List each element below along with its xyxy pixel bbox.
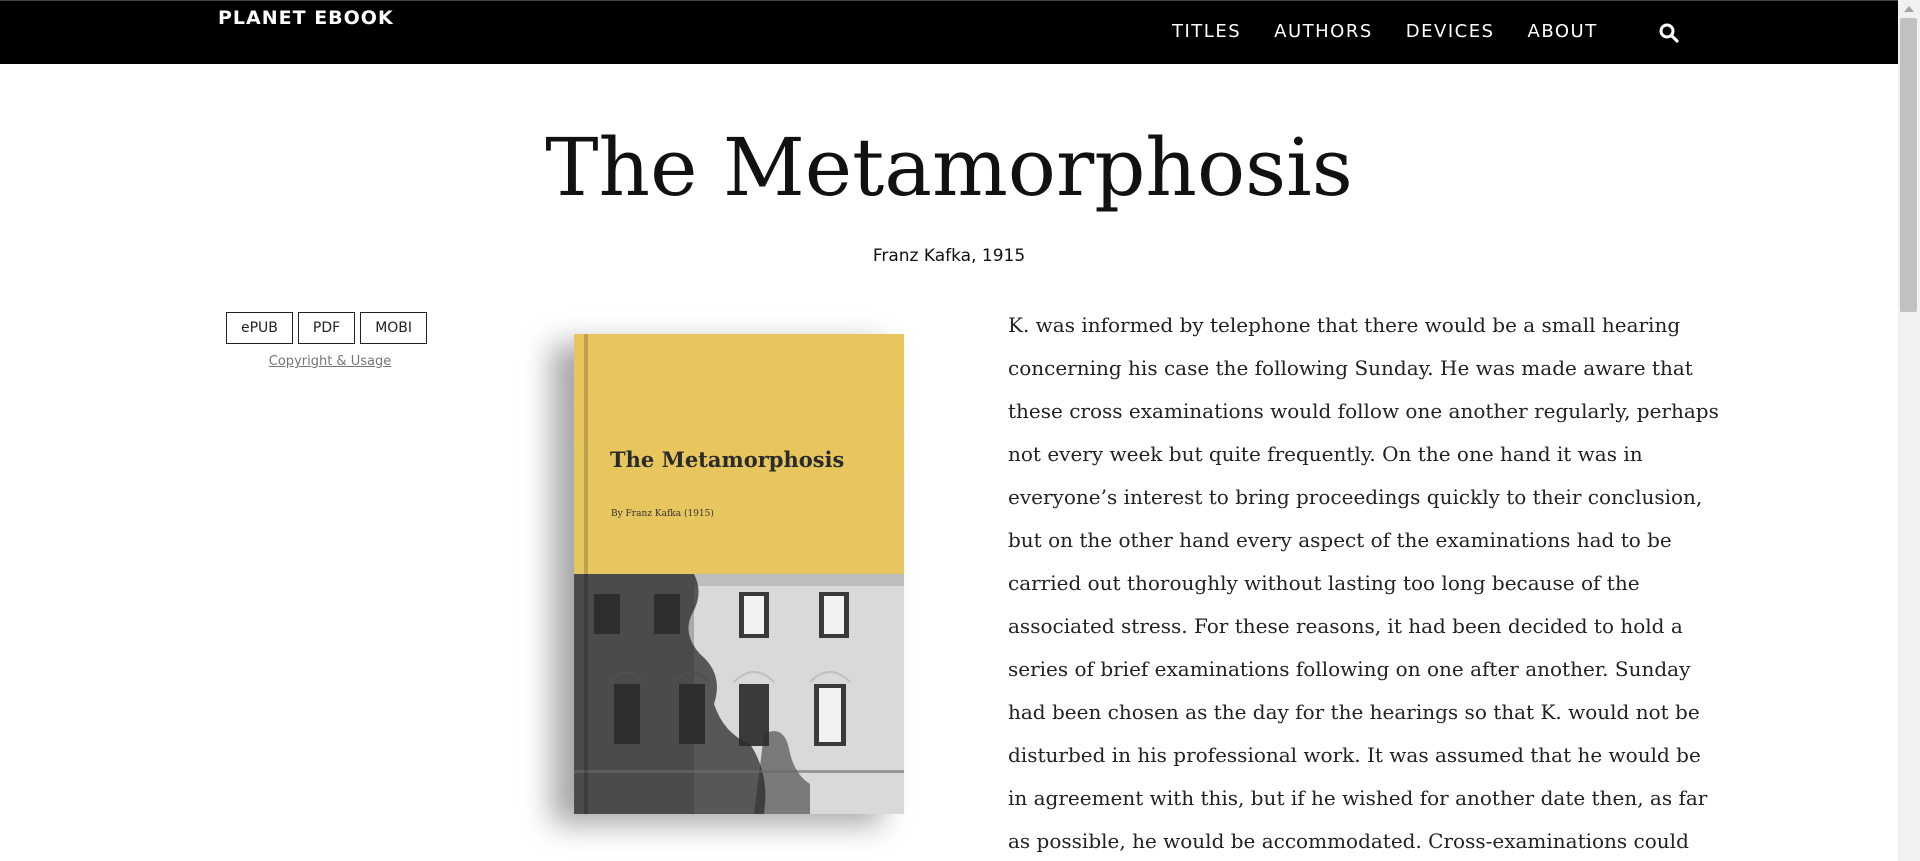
nav-about[interactable]: ABOUT [1527, 21, 1598, 42]
book-cover [520, 330, 910, 830]
page-scrollbar[interactable] [1898, 0, 1920, 861]
cover-title: The Metamorphosis [610, 447, 845, 472]
nav-authors[interactable]: AUTHORS [1274, 21, 1373, 42]
download-mobi-button[interactable]: MOBI [360, 312, 427, 344]
excerpt-line: K. was informed by telephone that there would be a small hearing [1008, 313, 1681, 337]
excerpt-line: everyone’s interest to bring proceedings quickly to their conclusion, [1008, 485, 1703, 509]
download-epub-button[interactable]: ePUB [226, 312, 293, 344]
excerpt-line: series of brief examinations following on one after another. Sunday [1008, 657, 1691, 681]
excerpt-line: these cross examinations would follow one another regularly, perhaps [1008, 399, 1719, 423]
main-nav [1172, 21, 1631, 42]
excerpt-line: disturbed in his professional work. It was assumed that he would be [1008, 743, 1701, 767]
excerpt-line: as possible, he would be accommodated. Cross-examinations could [1008, 829, 1689, 853]
building-facade-image [574, 574, 904, 814]
book-cover-image [574, 334, 904, 814]
excerpt-line: had been chosen as the day for the hearings so that K. would not be [1008, 700, 1700, 724]
download-pdf-button[interactable]: PDF [298, 312, 355, 344]
excerpt-line: concerning his case the following Sunday. He was made aware that [1008, 356, 1693, 380]
page-title: The Metamorphosis [545, 121, 1353, 214]
top-navigation-bar [0, 0, 1898, 64]
book-byline: Franz Kafka, 1915 [872, 246, 1026, 266]
book-excerpt [1008, 304, 1719, 861]
excerpt-line: not every week but quite frequently. On the one hand it was in [1008, 442, 1643, 466]
cover-author: By Franz Kafka (1915) [611, 509, 714, 519]
download-buttons [226, 312, 432, 344]
nav-devices[interactable]: DEVICES [1405, 21, 1495, 42]
search-icon [1658, 22, 1680, 44]
brand-logo-link[interactable]: PLANET EBOOK [218, 7, 394, 29]
cover-photo-panel [574, 574, 904, 814]
excerpt-line: carried out thoroughly without lasting too long because of the [1008, 571, 1640, 595]
scrollbar-thumb[interactable] [1900, 18, 1917, 312]
cover-spine [584, 334, 588, 814]
excerpt-line: associated stress. For these reasons, it had been decided to hold a [1008, 614, 1683, 638]
copyright-usage-link[interactable]: Copyright & Usage [268, 354, 392, 369]
nav-titles[interactable]: TITLES [1172, 21, 1242, 42]
scroll-up-arrow-icon[interactable] [1904, 6, 1914, 12]
search-button[interactable] [1658, 22, 1680, 44]
excerpt-line: in agreement with this, but if he wished for another date then, as far [1008, 786, 1708, 810]
excerpt-line: but on the other hand every aspect of the examinations had to be [1008, 528, 1672, 552]
